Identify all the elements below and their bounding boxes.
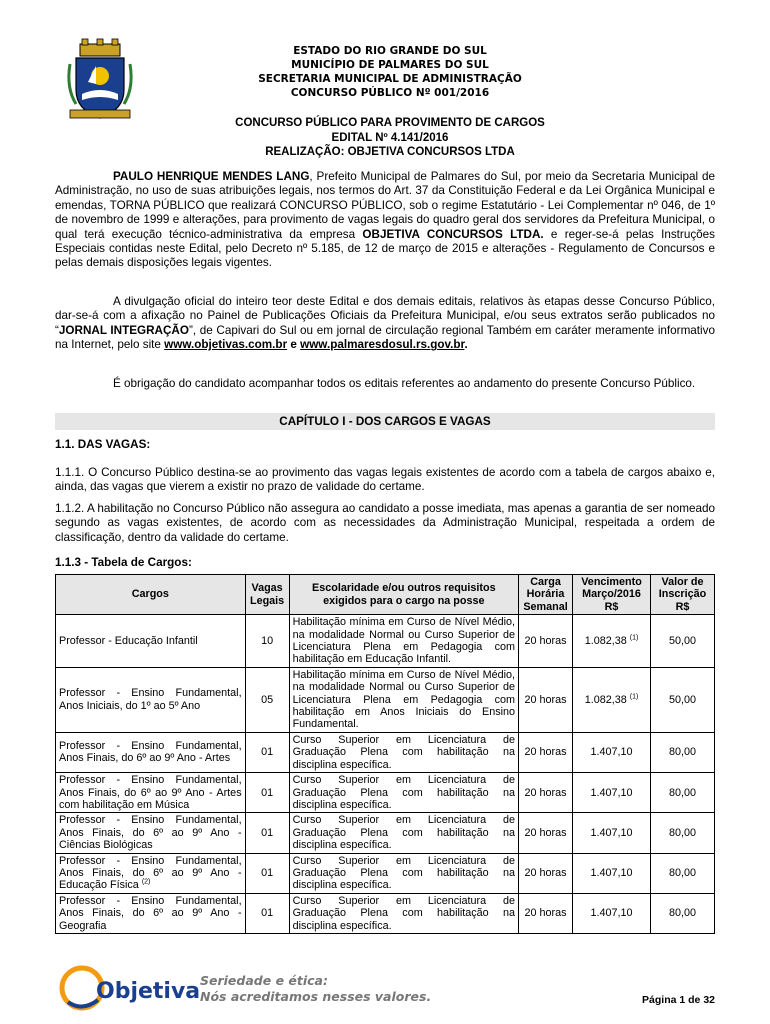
table-row [56, 853, 715, 893]
cell-carga: 20 horas [519, 853, 573, 893]
municipal-crest-icon [66, 38, 134, 122]
cell-valor: 80,00 [650, 813, 714, 853]
cell-carga: 20 horas [519, 773, 573, 813]
paragraph-1-1-2: 1.1.2. A habilitação no Concurso Público não assegura ao candidato a posse imediata, mas apenas a garantia de ser nomeado segundo as vagas existentes, de acordo com as necessidades da Administração Municipal, respeitada a ordem de classificação, dentro da validade do certame. [55, 502, 715, 544]
cell-vencimento: 1.082,38 $^{(1)}$ [573, 667, 651, 732]
document-header [180, 44, 600, 100]
obrigacao-paragraph: É obrigação do candidato acompanhar todos os editais referentes ao andamento do presente Concurso Público. [113, 377, 696, 390]
header-state: ESTADO DO RIO GRANDE DO SUL [293, 45, 487, 57]
cell-vagas: 01 [245, 773, 289, 813]
jornal-name: JORNAL INTEGRAÇÃO [58, 323, 189, 337]
table-row [56, 893, 715, 933]
cell-vencimento: 1.407,10 [573, 893, 651, 933]
cell-cargo: Professor - Ensino Fundamental, Anos Finais, do 6º ao 9º Ano - Artes com habilitação em Música [56, 773, 246, 813]
header-cargos: Cargos [56, 575, 246, 615]
cell-carga: 20 horas [519, 667, 573, 732]
cell-carga: 20 horas [519, 732, 573, 772]
cell-vagas: 05 [245, 667, 289, 732]
divulgacao-paragraph: A divulgação oficial do inteiro teor deste Edital e dos demais editais, relativos às etapas desse Concurso Público, dar-se-á com a afixação no Painel de Publicações Oficiais da Prefeitura Municipal, e/ou seus extratos serão publicados no “JORNAL INTEGRAÇÃO”, de Capivari do Sul ou em jornal de circulação regional Também em caráter meramente informativo na Internet, pelo site www.objetivas.com.br e www.palmaresdosul.rs.gov.br. [55, 295, 715, 352]
paragraph-1-1-1: 1.1.1. O Concurso Público destina-se ao provimento das vagas legais existentes de acordo com a tabela de cargos abaixo e, ainda, das vagas que vierem a existir no prazo de validade do certame. [55, 466, 715, 494]
table-row [56, 813, 715, 853]
footnote-ref: (1) [629, 634, 639, 642]
cell-cargo: Professor - Educação Infantil [56, 615, 246, 668]
table-row [56, 615, 715, 668]
cell-vencimento: 1.407,10 [573, 813, 651, 853]
header-escolaridade: Escolaridade e/ou outros requisitos exigidos para o cargo na posse [289, 575, 518, 615]
table-row [56, 773, 715, 813]
edital-title-block [140, 116, 640, 160]
cell-vagas: 10 [245, 615, 289, 668]
cell-escolaridade: Curso Superior em Licenciatura de Graduação Plena com habilitação na disciplina específica. [289, 893, 518, 933]
header-secretariat: SECRETARIA MUNICIPAL DE ADMINISTRAÇÃO [258, 73, 522, 85]
cell-vencimento: 1.407,10 [573, 773, 651, 813]
header-municipality: MUNICÍPIO DE PALMARES DO SUL [291, 59, 489, 71]
cell-valor: 50,00 [650, 615, 714, 668]
cell-escolaridade: Curso Superior em Licenciatura de Graduação Plena com habilitação na disciplina específica. [289, 813, 518, 853]
cell-vagas: 01 [245, 853, 289, 893]
cell-carga: 20 horas [519, 813, 573, 853]
header-vagas: Vagas Legais [245, 575, 289, 615]
cell-escolaridade: Habilitação mínima em Curso de Nível Médio, na modalidade Normal ou Curso Superior de Licenciatura Plena em Pedagogia com habilitação em Anos Iniciais do Ensino Fundamental. [289, 667, 518, 732]
footer-slogan: Seriedade e ética: Nós acreditamos nesses valores. [200, 973, 432, 1004]
cell-cargo: Professor - Ensino Fundamental, Anos Finais, do 6º ao 9º Ano - Geografia [56, 893, 246, 933]
objetiva-logo-icon [58, 962, 201, 1014]
cell-valor: 80,00 [650, 853, 714, 893]
cell-vencimento: 1.082,38 $^{(1)}$ [573, 615, 651, 668]
cell-vagas: 01 [245, 893, 289, 933]
section-das-vagas: 1.1. DAS VAGAS: [55, 438, 151, 451]
cell-escolaridade: Habilitação mínima em Curso de Nível Médio, na modalidade Normal ou Curso Superior de Licenciatura Plena em Pedagogia com habilitação em Educação Infantil. [289, 615, 518, 668]
chapter-title: CAPÍTULO I - DOS CARGOS E VAGAS [55, 413, 715, 430]
cell-escolaridade: Curso Superior em Licenciatura de Graduação Plena com habilitação na disciplina específica. [289, 773, 518, 813]
cell-valor: 50,00 [650, 667, 714, 732]
footnote-ref: (2) [141, 878, 151, 886]
table-row [56, 732, 715, 772]
header-vencimento: Vencimento Março/2016 R$ [573, 575, 651, 615]
footnote-ref: (1) [629, 693, 639, 701]
cell-cargo: Professor - Ensino Fundamental, Anos Finais, do 6º ao 9º Ano - Ciências Biológicas [56, 813, 246, 853]
cell-vencimento: 1.407,10 [573, 853, 651, 893]
cell-escolaridade: Curso Superior em Licenciatura de Graduação Plena com habilitação na disciplina específica. [289, 853, 518, 893]
cargos-table [55, 574, 715, 934]
table-header-row [56, 575, 715, 615]
edital-number: EDITAL Nº 4.141/2016 [331, 131, 449, 144]
intro-paragraph: PAULO HENRIQUE MENDES LANG, Prefeito Municipal de Palmares do Sul, por meio da Secretaria Municipal de Administração, no uso de suas atribuições legais, nos termos do Art. 37 da Constituição Federal e da Lei Orgânica Municipal e emendas, TORNA PÚBLICO que realizará CONCURSO PÚBLICO, sob o regime Estatutário - Lei Complementar nº 046, de 1º de novembro de 1999 e alterações, para provimento de vagas legais do quadro geral dos servidores da Prefeitura Municipal, o qual terá execução técnico-administrativa da empresa OBJETIVA CONCURSOS LTDA. e reger-se-á pelas Instruções Especiais contidas neste Edital, pelo Decreto nº 5.185, de 12 de março de 2015 e alterações - Regulamento de Concursos e pelas demais disposições legais vigentes. [55, 170, 716, 270]
objetiva-site-link[interactable]: www.objetivas.com.br [164, 338, 288, 352]
cell-carga: 20 horas [519, 893, 573, 933]
header-valor: Valor de Inscrição R$ [650, 575, 714, 615]
cell-valor: 80,00 [650, 893, 714, 933]
cell-cargo: Professor - Ensino Fundamental, Anos Finais, do 6º ao 9º Ano - Educação Física $^{(2)}$ [56, 853, 246, 893]
cell-vencimento: 1.407,10 [573, 732, 651, 772]
company-name: OBJETIVA CONCURSOS LTDA. [362, 227, 544, 241]
header-carga: Carga Horária Semanal [519, 575, 573, 615]
mayor-name: PAULO HENRIQUE MENDES LANG [113, 170, 310, 183]
cell-valor: 80,00 [650, 773, 714, 813]
table-row [56, 667, 715, 732]
cell-carga: 20 horas [519, 615, 573, 668]
header-contest: CONCURSO PÚBLICO Nº 001/2016 [290, 87, 490, 99]
cell-escolaridade: Curso Superior em Licenciatura de Graduação Plena com habilitação na disciplina específica. [289, 732, 518, 772]
cell-cargo: Professor - Ensino Fundamental, Anos Iniciais, do 1º ao 5º Ano [56, 667, 246, 732]
objetiva-logo-text: Objetiva [96, 979, 201, 1004]
cell-cargo: Professor - Ensino Fundamental, Anos Finais, do 6º ao 9º Ano - Artes [56, 732, 246, 772]
palmares-site-link[interactable]: www.palmaresdosul.rs.gov.br [300, 338, 465, 352]
edital-title: CONCURSO PÚBLICO PARA PROVIMENTO DE CARGOS [235, 117, 545, 129]
edital-realizacao: REALIZAÇÃO: OBJETIVA CONCURSOS LTDA [265, 146, 515, 158]
section-tabela-cargos: 1.1.3 - Tabela de Cargos: [55, 556, 192, 569]
page-number: Página 1 de 32 [642, 994, 715, 1006]
cell-vagas: 01 [245, 732, 289, 772]
cell-vagas: 01 [245, 813, 289, 853]
cell-valor: 80,00 [650, 732, 714, 772]
